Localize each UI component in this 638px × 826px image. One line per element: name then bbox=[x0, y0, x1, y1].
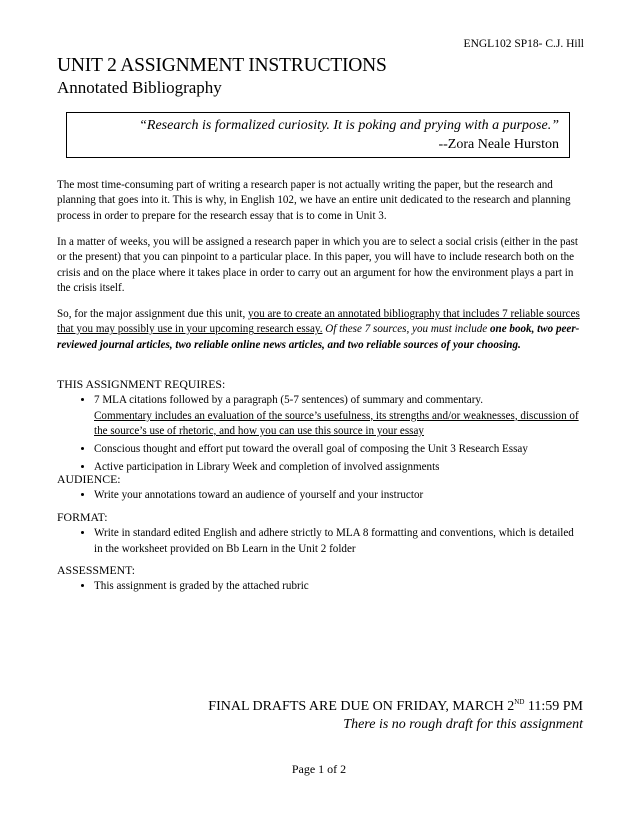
format-list bbox=[57, 526, 581, 557]
page-number: Page 1 of 2 bbox=[291, 762, 347, 776]
due-date-time: 11:59 PM bbox=[524, 699, 583, 714]
requires-heading: THIS ASSIGNMENT REQUIRES: bbox=[57, 377, 226, 391]
page-subtitle: Annotated Bibliography bbox=[57, 78, 222, 97]
page-title: UNIT 2 ASSIGNMENT INSTRUCTIONS bbox=[57, 55, 387, 76]
quote-box bbox=[66, 112, 570, 158]
assignment-lead: So, for the major assignment due this unit, bbox=[57, 308, 249, 320]
assignment-underlined: you are to create an annotated bibliography that includes 7 reliable sources that you may possibly use in your upcoming research essay. bbox=[57, 308, 580, 336]
requires-list bbox=[57, 393, 581, 475]
intro-paragraph: The most time-consuming part of writing a research paper is not actually writing the paper, but the research and planning that goes into it. This is why, in English 102, we have an entire unit dedicated to the research and planning process in order to prepare for the research essay that is to come in Unit 3. bbox=[57, 179, 571, 222]
list-item: • This assignment is graded by the attached rubric bbox=[94, 579, 581, 594]
due-date-line bbox=[208, 693, 583, 716]
requires-item-1-lead: 7 MLA citations followed by a paragraph (5-7 sentences) of summary and commentary. bbox=[94, 394, 483, 407]
audience-section bbox=[57, 472, 581, 507]
requires-section bbox=[57, 377, 581, 479]
assignment-italic: Of these 7 sources, you must include bbox=[322, 323, 490, 336]
format-heading: FORMAT: bbox=[57, 510, 108, 524]
research-paragraph: In a matter of weeks, you will be assigned a research paper in which you are to select a social crisis (either in the past or the present) that you can pinpoint to a particular place. In this paper, you will have to include research both on the crisis and on the place where it takes place in order to carry out an argument for how the environment plays a part in the crisis itself. bbox=[57, 236, 578, 294]
list-item bbox=[94, 393, 581, 439]
due-date-lead: FINAL DRAFTS ARE DUE ON FRIDAY, MARCH 2 bbox=[208, 699, 515, 714]
list-item: • Write in standard edited English and adhere strictly to MLA 8 formatting and conventions, which is detailed in the worksheet provided on Bb Learn in the Unit 2 folder bbox=[94, 526, 581, 557]
format-section bbox=[57, 510, 581, 560]
list-item: • Write your annotations toward an audience of yourself and your instructor bbox=[94, 488, 581, 503]
assessment-list bbox=[57, 579, 581, 594]
due-date-suffix: ND bbox=[514, 698, 525, 706]
course-header: ENGL102 SP18- C.J. Hill bbox=[463, 38, 584, 50]
list-item: • Conscious thought and effort put toward the overall goal of composing the Unit 3 Research Essay bbox=[94, 442, 581, 457]
assessment-heading: ASSESSMENT: bbox=[57, 563, 136, 577]
due-note: There is no rough draft for this assignment bbox=[343, 717, 583, 732]
assessment-section bbox=[57, 563, 581, 598]
quote-text: “Research is formalized curiosity. It is poking and prying with a purpose.” bbox=[139, 118, 559, 133]
quote-author: --Zora Neale Hurston bbox=[438, 137, 559, 152]
assignment-bold-italic: one book, two peer-reviewed journal articles, two reliable online news articles, and two reliable sources of your choosing. bbox=[57, 323, 580, 351]
requires-item-1-underlined: Commentary includes an evaluation of the source’s usefulness, its strengths and/or weaknesses, discussion of the source’s use of rhetoric, and how you can use this source in your essay bbox=[94, 409, 579, 437]
list-item: • Active participation in Library Week and completion of involved assignments bbox=[94, 460, 581, 475]
due-date-block bbox=[208, 693, 583, 734]
assignment-paragraph bbox=[57, 307, 581, 353]
audience-heading: AUDIENCE: bbox=[57, 472, 121, 486]
audience-list bbox=[57, 488, 581, 503]
